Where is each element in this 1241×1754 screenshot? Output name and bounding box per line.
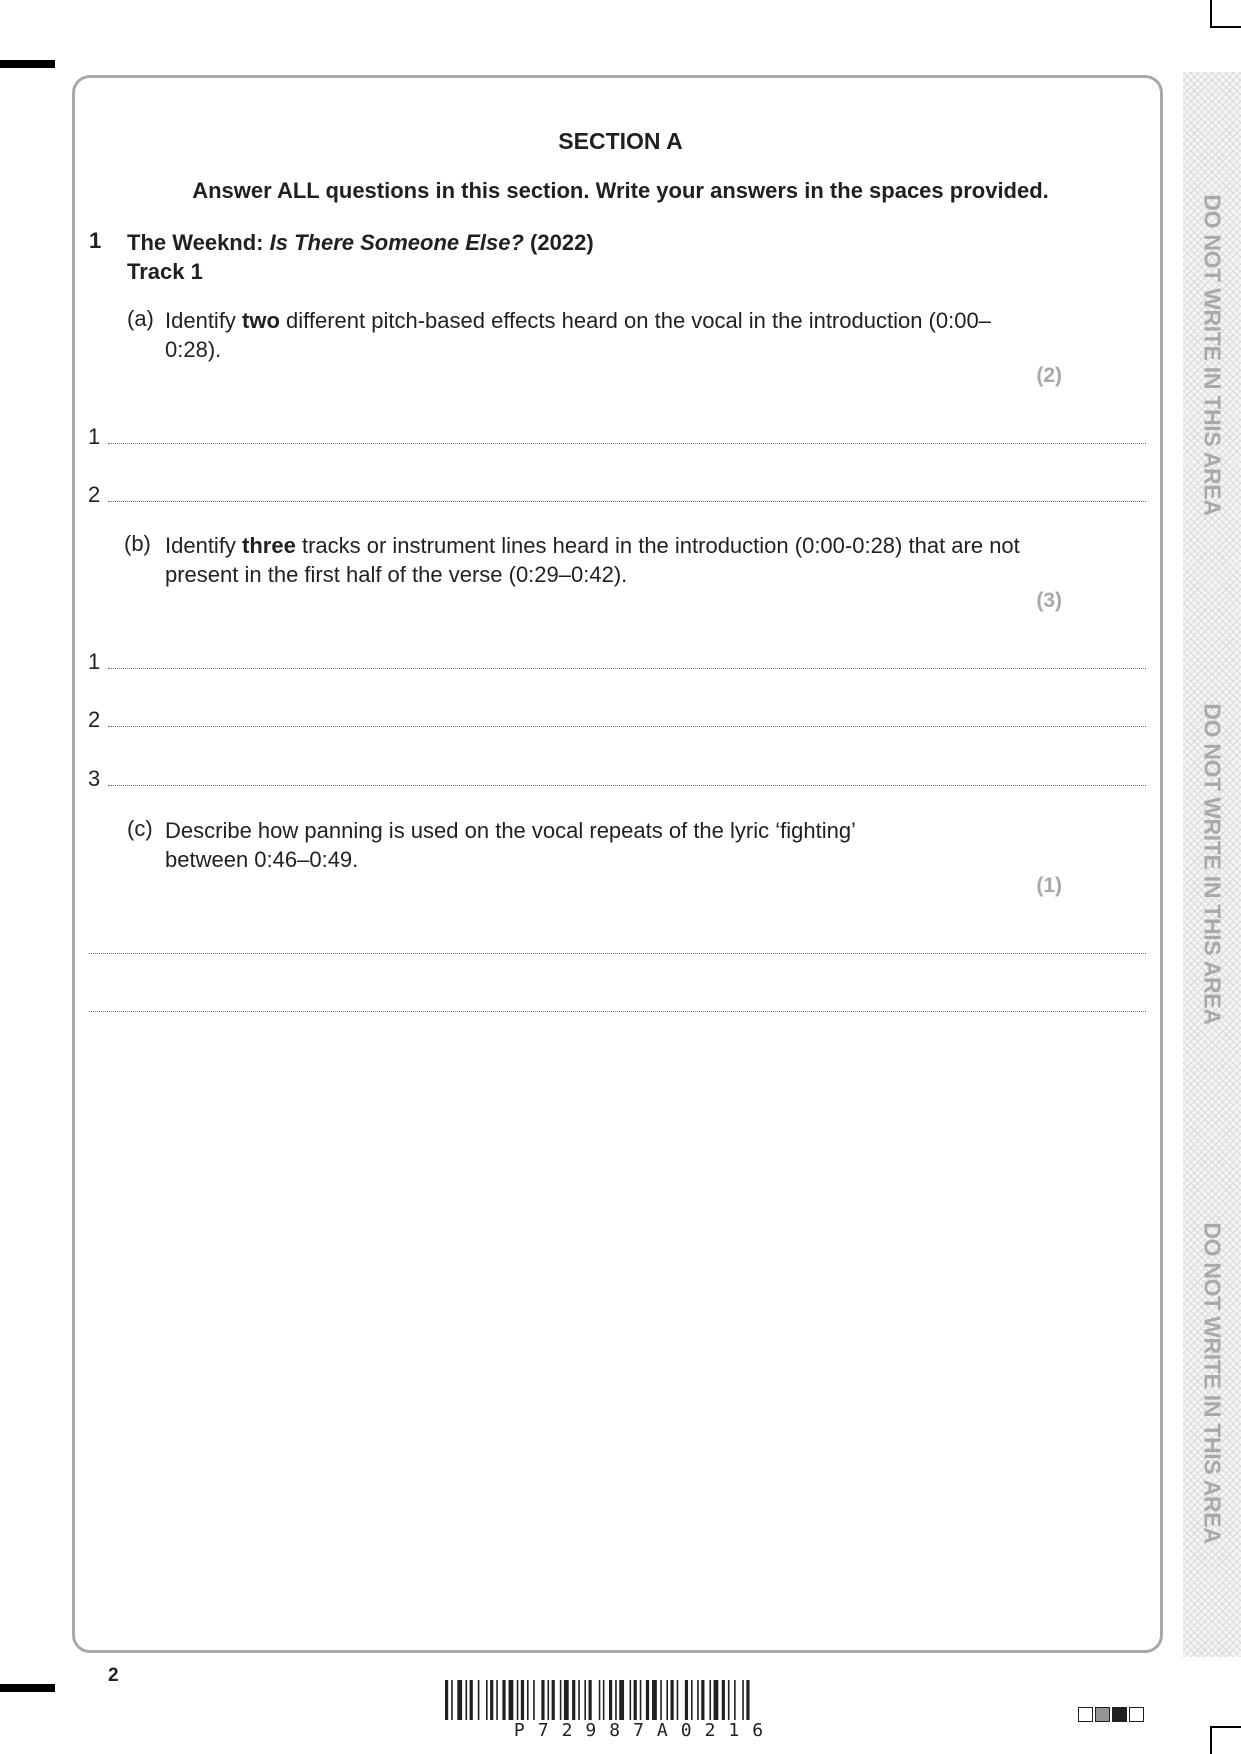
answer-number: 2 [88,707,101,732]
part-a-text-before: Identify [165,308,243,333]
question-title [127,228,594,286]
answer-number: 1 [88,424,101,449]
part-c-text-line2: between 0:46–0:49. [165,847,359,872]
crop-mark [1210,26,1241,28]
square-empty [1129,1707,1144,1722]
part-b-text [165,531,1035,589]
margin-warning-bottom: DO NOT WRITE IN THIS AREA [1199,1222,1226,1544]
part-a-text-after: different pitch-based effects heard on the vocal in the introduction (0:00–0:28). [165,308,991,362]
square-grey [1095,1707,1110,1722]
answer-number: 2 [88,482,101,507]
part-b-bold: three [242,533,296,558]
answer-line[interactable] [89,1011,1146,1012]
margin-warning-top: DO NOT WRITE IN THIS AREA [1199,194,1226,516]
crop-mark [1210,0,1212,28]
part-a-text [165,306,1025,364]
section-instruction: Answer ALL questions in this section. Write your answers in the spaces provided. [192,178,1049,203]
part-c-label: (c) [127,816,153,841]
question-title-suffix: (2022) [523,230,594,255]
question-number: 1 [89,228,102,253]
margin-warning-middle: DO NOT WRITE IN THIS AREA [1199,703,1226,1025]
part-a-bold: two [242,308,280,333]
part-a-marks: (2) [1036,364,1062,387]
answer-line[interactable] [108,668,1146,669]
answer-line[interactable] [108,785,1146,786]
part-b-text-before: Identify [165,533,243,558]
answer-line[interactable] [89,953,1146,954]
registration-mark [0,60,55,68]
barcode [445,1680,845,1720]
part-a-label: (a) [127,306,154,331]
part-c-text [165,816,1025,874]
crop-mark [1210,1726,1241,1728]
print-registration-squares [1078,1707,1144,1722]
part-b-marks: (3) [1036,589,1062,612]
question-title-prefix: The Weeknd: [127,230,270,255]
answer-line[interactable] [108,501,1146,502]
answer-line[interactable] [108,726,1146,727]
square-black [1112,1707,1127,1722]
part-c-text-line1: Describe how panning is used on the vocal repeats of the lyric ‘fighting’ [165,818,856,843]
question-title-italic: Is There Someone Else? [269,230,524,255]
part-c-marks: (1) [1036,874,1062,897]
part-b-text-after: tracks or instrument lines heard in the introduction (0:00-0:28) that are not present in the first half of the verse (0:29–0:42). [165,533,1020,587]
question-track: Track 1 [127,259,203,284]
registration-mark [0,1684,55,1692]
part-b-label: (b) [124,531,151,556]
square-empty [1078,1707,1093,1722]
answer-number: 1 [88,649,101,674]
answer-line[interactable] [108,443,1146,444]
barcode-text: P72987A0216 [513,1720,777,1741]
answer-number: 3 [88,766,101,791]
section-title: SECTION A [558,128,683,154]
crop-mark [1210,1726,1212,1754]
page-number: 2 [108,1665,119,1686]
